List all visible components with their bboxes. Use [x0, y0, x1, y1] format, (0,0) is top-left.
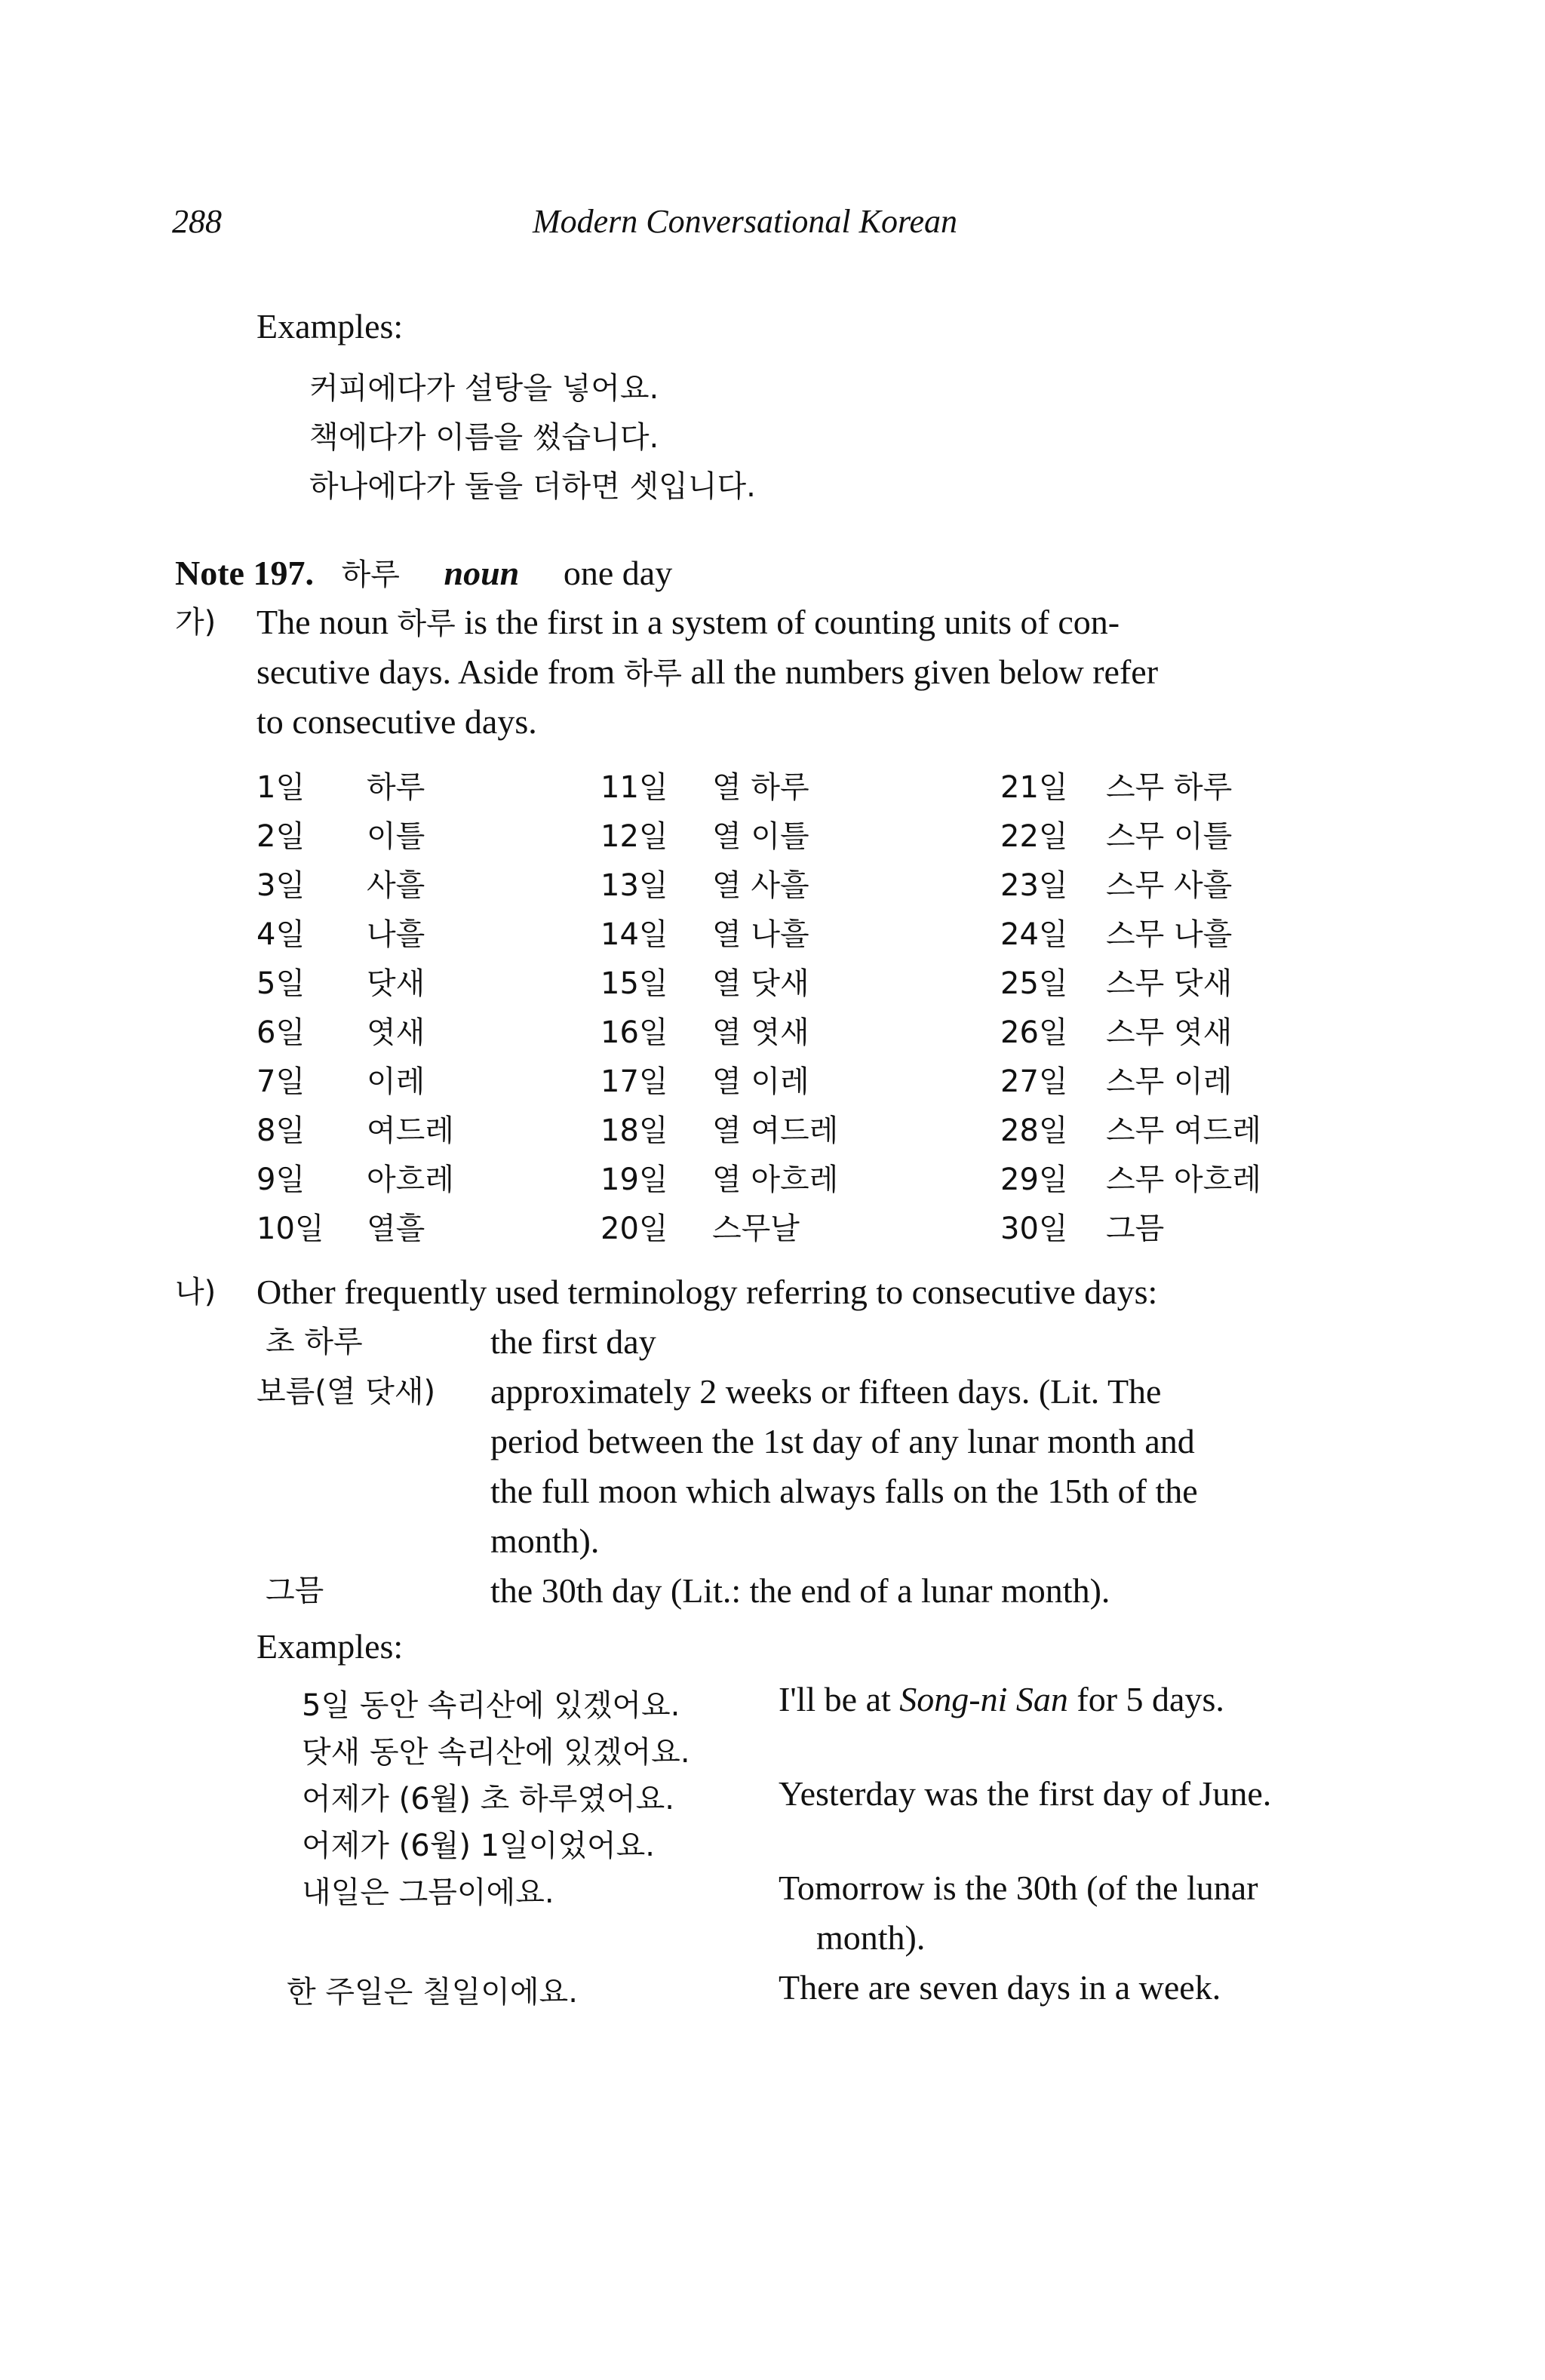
running-title: Modern Conversational Korean: [533, 203, 957, 240]
day-number: 8일: [256, 1113, 306, 1148]
day-word: 스무 여드레: [1106, 1113, 1261, 1148]
term-definition: the full moon which always falls on the 15th of the: [490, 1472, 1198, 1510]
day-number: 7일: [256, 1064, 306, 1099]
day-number: 28일: [1000, 1113, 1068, 1148]
day-number: 9일: [256, 1162, 306, 1197]
day-number: 25일: [1000, 966, 1068, 1001]
day-word: 나흘: [367, 917, 425, 952]
day-number: 22일: [1000, 819, 1068, 854]
day-number: 20일: [600, 1211, 668, 1246]
section-a-line: secutive days. Aside from 하루 all the numbers given below refer: [256, 653, 1159, 691]
example-line: 하나에다가 둘을 더하면 셋입니다.: [309, 469, 756, 504]
day-number: 27일: [1000, 1064, 1068, 1099]
example-english: There are seven days in a week.: [779, 1968, 1221, 2007]
term-definition: the first day: [490, 1322, 656, 1361]
example-line: 커피에다가 설탕을 넣어요.: [309, 371, 659, 406]
day-number: 12일: [600, 819, 668, 854]
day-number: 4일: [256, 917, 306, 952]
example-line: 책에다가 이름을 썼습니다.: [309, 420, 659, 455]
day-number: 17일: [600, 1064, 668, 1099]
day-number: 30일: [1000, 1211, 1068, 1246]
day-word: 스무 이틀: [1106, 819, 1233, 854]
example-korean: 5일 동안 속리산에 있겠어요.: [302, 1688, 680, 1723]
day-word: 스무 하루: [1106, 770, 1233, 805]
day-number: 3일: [256, 868, 306, 903]
day-word: 열 이레: [712, 1064, 809, 1099]
day-number: 19일: [600, 1162, 668, 1197]
term-definition: approximately 2 weeks or fifteen days. (Lit. The: [490, 1372, 1162, 1411]
example-korean: 어제가 (6월) 초 하루였어요.: [302, 1782, 674, 1816]
day-word: 스무날: [712, 1211, 800, 1246]
day-number: 2일: [256, 819, 306, 854]
day-word: 여드레: [367, 1113, 454, 1148]
example-korean: 내일은 그믐이에요.: [302, 1875, 554, 1910]
day-number: 5일: [256, 966, 306, 1001]
note-pos: noun: [444, 554, 520, 592]
example-english: Tomorrow is the 30th (of the lunar: [779, 1869, 1258, 1907]
page-number: 288: [172, 203, 222, 240]
term-definition: the 30th day (Lit.: the end of a lunar month).: [490, 1571, 1110, 1610]
section-a-line: The noun 하루 is the first in a system of counting units of con-: [256, 603, 1120, 641]
note-term: 하루: [341, 557, 400, 592]
day-word: 하루: [367, 770, 425, 805]
day-word: 아흐레: [367, 1162, 454, 1197]
day-number: 15일: [600, 966, 668, 1001]
term-label: 초 하루: [266, 1325, 363, 1359]
day-number: 29일: [1000, 1162, 1068, 1197]
day-word: 열 아흐레: [712, 1162, 839, 1197]
term-definition: period between the 1st day of any lunar month and: [490, 1422, 1195, 1460]
example-english: I'll be at Song-ni San for 5 days.: [779, 1680, 1224, 1718]
section-a-line: to consecutive days.: [256, 702, 537, 741]
example-korean: 어제가 (6월) 1일이었어요.: [302, 1829, 656, 1863]
day-word: 닷새: [367, 966, 425, 1001]
note-heading: [175, 548, 672, 600]
day-number: 24일: [1000, 917, 1068, 952]
day-number: 13일: [600, 868, 668, 903]
day-number: 14일: [600, 917, 668, 952]
day-word: 열흘: [367, 1211, 425, 1246]
day-word: 열 나흘: [712, 917, 809, 952]
example-english: month).: [816, 1918, 926, 1957]
section-b-intro: Other frequently used terminology referring to consecutive days:: [256, 1273, 1158, 1311]
section-b-marker: 나): [175, 1275, 217, 1310]
example-korean: 닷새 동안 속리산에 있겠어요.: [302, 1735, 690, 1770]
day-number: 11일: [600, 770, 668, 805]
term-definition: month).: [490, 1522, 600, 1560]
day-word: 사흘: [367, 868, 425, 903]
day-word: 스무 이레: [1106, 1064, 1233, 1099]
note-label: Note 197.: [175, 554, 314, 592]
day-word: 열 이틀: [712, 819, 809, 854]
examples-label: Examples:: [256, 1627, 404, 1666]
day-number: 23일: [1000, 868, 1068, 903]
day-number: 10일: [256, 1211, 324, 1246]
day-word: 스무 엿새: [1106, 1015, 1233, 1050]
day-word: 스무 닷새: [1106, 966, 1233, 1001]
day-word: 스무 나흘: [1106, 917, 1233, 952]
day-number: 6일: [256, 1015, 306, 1050]
day-word: 그믐: [1106, 1211, 1165, 1246]
day-number: 16일: [600, 1015, 668, 1050]
term-label: 보름(열 닷새): [256, 1374, 436, 1409]
examples-label: Examples:: [256, 307, 404, 345]
day-number: 18일: [600, 1113, 668, 1148]
day-number: 26일: [1000, 1015, 1068, 1050]
day-word: 이레: [367, 1064, 425, 1099]
day-word: 엿새: [367, 1015, 425, 1050]
day-number: 1일: [256, 770, 306, 805]
example-english: Yesterday was the first day of June.: [779, 1774, 1272, 1813]
term-label: 그믐: [266, 1574, 324, 1608]
note-gloss: one day: [563, 554, 673, 592]
day-word: 열 여드레: [712, 1113, 839, 1148]
day-word: 열 사흘: [712, 868, 809, 903]
day-word: 스무 사흘: [1106, 868, 1233, 903]
day-word: 열 닷새: [712, 966, 809, 1001]
day-word: 열 엿새: [712, 1015, 809, 1050]
example-korean: 한 주일은 칠일이에요.: [287, 1975, 578, 2010]
section-a-marker: 가): [175, 605, 217, 640]
day-word: 스무 아흐레: [1106, 1162, 1261, 1197]
day-word: 이틀: [367, 819, 425, 854]
day-number: 21일: [1000, 770, 1068, 805]
day-word: 열 하루: [712, 770, 809, 805]
